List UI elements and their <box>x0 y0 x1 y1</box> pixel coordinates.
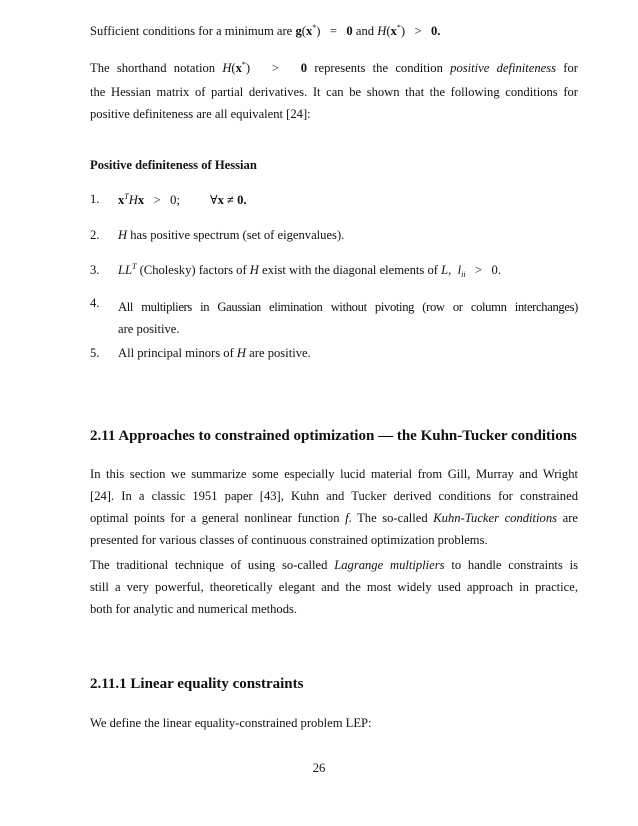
list-number: 3. <box>90 263 100 277</box>
math-x: x <box>305 24 313 38</box>
list-text: $x^THx > 0$; ∀x ≠ 0. <box>118 192 247 207</box>
page-number: 26 <box>312 761 326 775</box>
section-heading-2-11: 2.11 Approaches to constrained optimization — the Kuhn-Tucker conditions <box>90 428 577 444</box>
paragraph-line: the Hessian matrix of partial derivatives. It can be shown that the following conditions for <box>90 85 578 99</box>
list-number: 4. <box>90 296 100 310</box>
paragraph-line: positive definiteness are all equivalent [24]: <box>90 107 311 121</box>
section-2-11-paragraph-1 <box>90 463 578 551</box>
positive-definiteness-heading: Positive definiteness of Hessian <box>90 158 257 172</box>
paragraph-line: presented for various classes of continuous constrained optimization problems. <box>90 533 488 547</box>
math-x: x <box>390 24 397 38</box>
math-star: * <box>396 23 401 32</box>
text-run: Sufficient conditions for a minimum are <box>90 24 296 38</box>
math-g: g <box>295 24 302 38</box>
list-number: 5. <box>90 346 100 360</box>
list-text: H has positive spectrum (set of eigenvalues). <box>118 228 345 242</box>
paragraph-line: optimal points for a general nonlinear function f. The so-called Kuhn-Tucker conditions are <box>90 511 579 525</box>
math-H: H <box>377 24 387 38</box>
section-2-11-paragraph-2 <box>90 554 578 620</box>
paragraph-line: both for analytic and numerical methods. <box>90 602 298 616</box>
math-star: * <box>312 23 317 32</box>
math-zero: 0. <box>431 24 441 38</box>
math-paren: ( <box>386 24 391 38</box>
list-number: 1. <box>90 192 100 206</box>
math-zero: 0 <box>346 24 353 38</box>
list-text: $LL^T$ (Cholesky) factors of H exist with the diagonal elements of L, $l_{ii} > 0$. <box>118 262 501 279</box>
sufficient-conditions-line <box>90 20 578 42</box>
shorthand-paragraph <box>90 57 578 125</box>
section-heading-2-11-1: 2.11.1 Linear equality constraints <box>90 676 304 692</box>
paragraph-line: still a very powerful, theoretically elegant and the most widely used approach in practice, <box>90 580 578 594</box>
section-2-11-1-paragraph: We define the linear equality-constrained problem LEP: <box>90 716 372 730</box>
math-greater: ) > <box>400 24 431 38</box>
list-text: All principal minors of H are positive. <box>118 346 311 360</box>
paragraph-line: [24]. In a classic 1951 paper [43], Kuhn and Tucker derived conditions for constrained <box>90 489 578 503</box>
paragraph-line: In this section we summarize some especially lucid material from Gill, Murray and Wright <box>90 467 578 481</box>
paragraph-line: The shorthand notation H(x*) > 0 represents the condition positive definiteness for <box>90 60 578 75</box>
math-paren: ( <box>301 24 306 38</box>
text-run: and <box>352 24 378 38</box>
list-text: All multipliers in Gaussian elimination without pivoting (row or column interchanges) are positive. <box>118 300 578 336</box>
paragraph-line: The traditional technique of using so-called Lagrange multipliers to handle constraints is <box>90 558 579 572</box>
list-number: 2. <box>90 228 100 242</box>
math-equals: ) = <box>316 24 347 38</box>
